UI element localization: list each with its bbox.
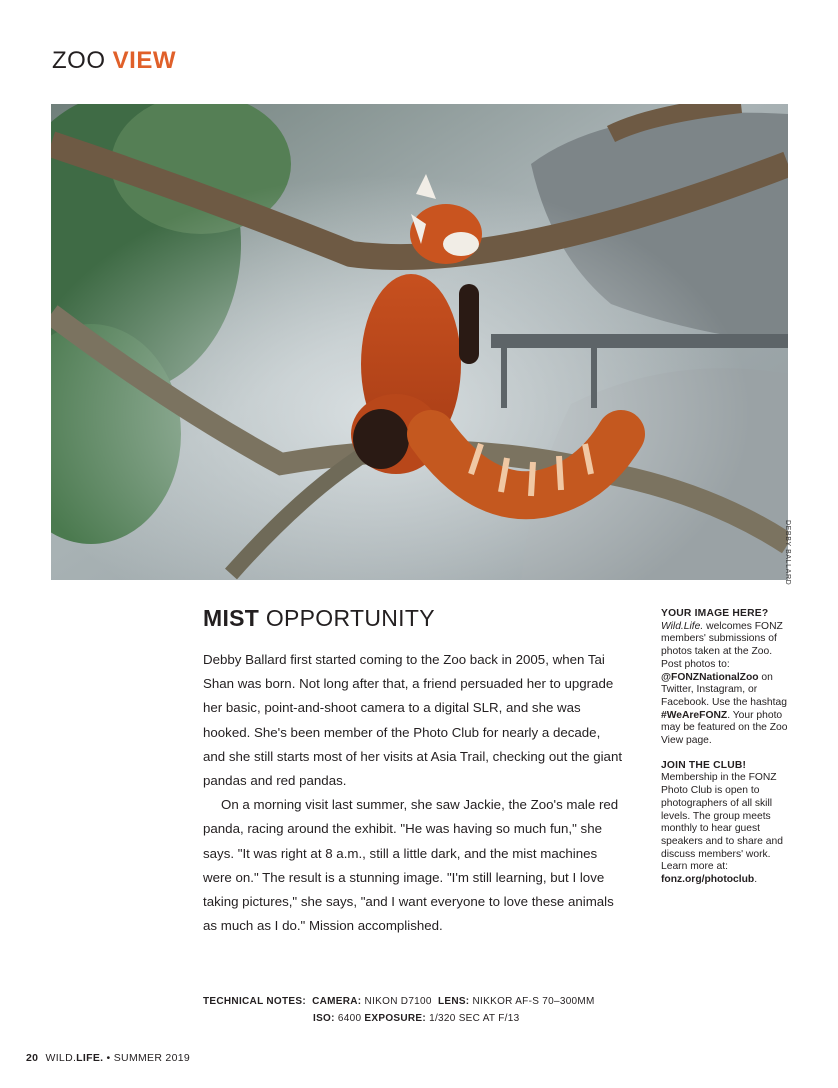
sidebar — [661, 608, 791, 887]
photo-club-link[interactable]: fonz.org/photoclub — [661, 874, 755, 886]
article-title — [203, 604, 435, 632]
exposure-value: 1/320 SEC AT F/13 — [429, 1013, 520, 1024]
article-title-rest: OPPORTUNITY — [259, 605, 435, 631]
magazine-logo: WILD.LIFE. — [45, 1052, 104, 1064]
sidebar-club-text: Membership in the FONZ Photo Club is open to photographers of all skill levels. The group meets monthly to hear guest speakers and to share and discuss members' work. Learn more at: fonz.org/photoclub. — [661, 772, 783, 886]
sidebar-club-heading: JOIN THE CLUB! — [661, 759, 747, 771]
article-body — [203, 648, 623, 938]
photo-credit: DEBBY BALLARD — [784, 520, 791, 586]
technical-notes-row-2: ISO: 6400 EXPOSURE: 1/320 SEC AT F/13 — [313, 1013, 520, 1024]
section-heading — [52, 46, 176, 76]
sidebar-image-heading: YOUR IMAGE HERE? — [661, 608, 769, 619]
section-heading-highlight: VIEW — [112, 47, 177, 74]
article-paragraph: Debby Ballard first started coming to the Zoo back in 2005, when Tai Shan was born. Not long after that, a friend persuaded her to upgrade her basic, point-and-shoot camera to a digital SLR, and she was hooked. She's been member of the Photo Club for nearly a decade, and she still starts most of her visits at Asia Trail, checking out the giant pandas and red pandas. — [203, 652, 623, 789]
issue-label: • SUMMER 2019 — [103, 1052, 190, 1064]
article-title-bold: MIST — [203, 605, 260, 631]
iso-value: 6400 — [337, 1013, 362, 1024]
technical-notes-row-1: TECHNICAL NOTES: CAMERA: NIKON D7100 LENS: NIKKOR AF-S 70–300MM — [203, 996, 595, 1007]
social-handle: @FONZNationalZoo — [661, 671, 759, 683]
page-footer — [26, 1052, 190, 1064]
technical-notes — [203, 993, 643, 1027]
magazine-name: Wild.Life. — [661, 620, 704, 632]
section-heading-prefix: ZOO — [52, 47, 106, 74]
page-number: 20 — [26, 1052, 39, 1064]
red-panda-photo — [51, 104, 788, 580]
hashtag: #WeAreFONZ — [661, 709, 728, 721]
sidebar-image-text: Wild.Life. welcomes FONZ members' submissions of photos taken at the Zoo. Post photos to: @FONZNationalZoo on Twitter, Instagram, or Facebook. Use the hashtag #WeAreFONZ. Your photo may be featured on the Zoo View page. — [661, 620, 788, 747]
camera-value: NIKON D7100 — [364, 996, 432, 1007]
article-paragraph: On a morning visit last summer, she saw Jackie, the Zoo's male red panda, racing around the exhibit. "He was having so much fun," she says. "It was right at 8 a.m., still a little dark, and the mist machines were on." The result is a stunning image. "I'm still learning, but I love taking pictures," she says, "and I want everyone to love these animals as much as I do." Mission accomplished. — [203, 797, 619, 934]
lens-value: NIKKOR AF-S 70–300MM — [472, 996, 595, 1007]
